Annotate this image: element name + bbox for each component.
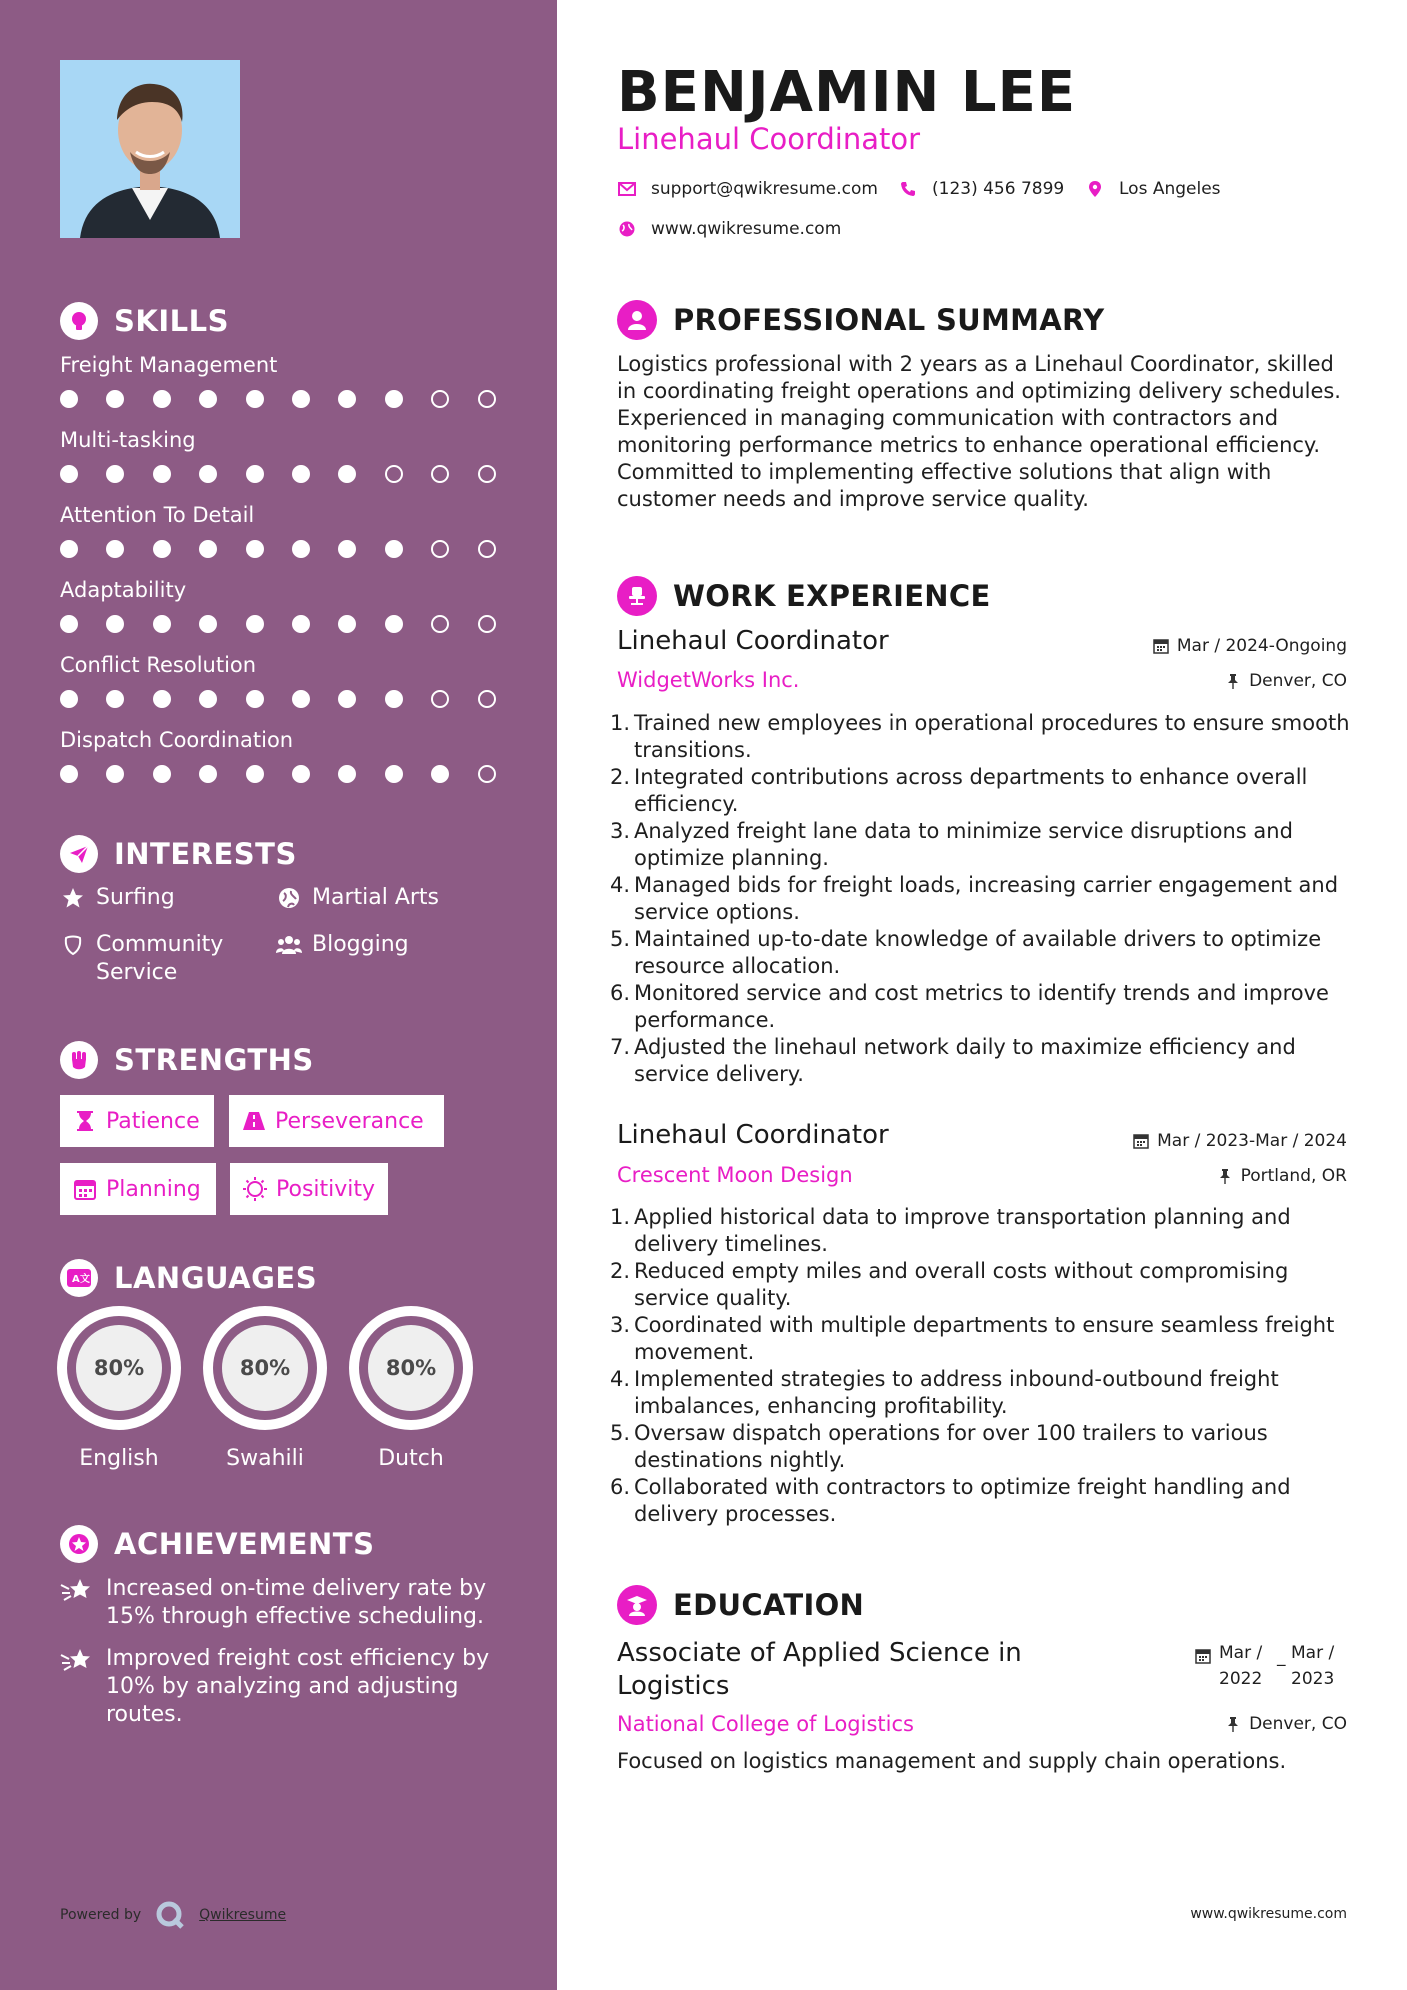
rating-dot-filled [106,540,124,558]
skill-name: Conflict Resolution [60,653,257,677]
job-bullet [608,1204,1368,1258]
website-text[interactable]: www.qwikresume.com [651,219,842,239]
rating-dot-filled [431,765,449,783]
lightbulb-icon [60,302,98,340]
skill-item [60,425,510,483]
job-bullet [608,818,1368,872]
rating-dot-filled [106,465,124,483]
skill-rating [60,765,510,783]
rating-dot-filled [60,615,78,633]
achievement-item [60,1645,510,1729]
bullet-text: Trained new employees in operational procedures to ensure smooth transitions. [634,711,1350,762]
job-location-text: Portland, OR [1240,1166,1347,1186]
bullet-number: 3. [609,819,630,843]
bullet-text: Adjusted the linehaul network daily to maximize efficiency and service delivery. [634,1035,1296,1086]
rating-dot-filled [385,765,403,783]
rating-dot-filled [199,540,217,558]
education-school: National College of Logistics [617,1712,914,1736]
hourglass-icon [72,1108,98,1134]
skill-rating [60,615,510,633]
road-icon [241,1108,267,1134]
bullet-text: Coordinated with multiple departments to ensure seamless freight movement. [634,1313,1335,1364]
skill-rating [60,390,510,408]
rating-dot-filled [338,690,356,708]
rating-dot-filled [385,540,403,558]
bullet-text: Collaborated with contractors to optimize freight handling and delivery processes. [634,1475,1291,1526]
calendar-icon [72,1176,98,1202]
main-content [558,0,1407,1990]
strength-label: Positivity [276,1176,376,1202]
skill-name: Dispatch Coordination [60,728,294,752]
rating-dot-empty [478,390,496,408]
job-bullet [608,1474,1368,1528]
interest-label: Surfing [96,885,175,910]
bullet-number: 1. [609,711,630,735]
rating-dot-filled [292,540,310,558]
contact-email [617,179,878,199]
skill-name: Attention To Detail [60,503,255,527]
bullet-text: Applied historical data to improve transportation planning and delivery timelines. [634,1205,1291,1256]
language-percent: 80% [76,1325,162,1411]
rating-dot-empty [431,390,449,408]
chair-icon [617,576,657,616]
bullet-number: 6. [609,981,630,1005]
bullet-number: 4. [609,873,630,897]
rating-dot-filled [246,615,264,633]
skill-item [60,725,510,783]
interest-item [276,884,439,912]
shooting-star-icon [60,1575,94,1605]
globe-icon [276,884,302,912]
bullet-text: Analyzed freight lane data to minimize service disruptions and optimize planning. [634,819,1293,870]
language-item [203,1306,327,1471]
rating-dot-filled [106,615,124,633]
rating-dot-filled [385,615,403,633]
rating-dot-filled [246,540,264,558]
education-dates [1195,1640,1347,1692]
shooting-star-icon [60,1645,94,1675]
job-location [1217,1166,1347,1186]
language-ring [203,1306,327,1430]
rating-dot-filled [60,765,78,783]
language-percent: 80% [368,1325,454,1411]
rating-dot-filled [246,690,264,708]
job-bullet [608,1034,1368,1088]
interest-item [60,931,246,987]
summary-heading [617,300,1104,340]
language-icon [60,1259,98,1297]
rating-dot-filled [199,390,217,408]
rating-dot-filled [153,765,171,783]
skills-heading [60,301,229,341]
rating-dot-filled [292,615,310,633]
bullet-number: 7. [609,1035,630,1059]
skill-rating [60,540,510,558]
qwikresume-link[interactable]: Qwikresume [199,1907,287,1923]
rating-dot-filled [106,690,124,708]
rating-dot-filled [153,390,171,408]
language-percent: 80% [222,1325,308,1411]
job-bullets [608,1204,1368,1528]
fist-icon [60,1041,98,1079]
strengths-title: STRENGTHS [114,1043,314,1077]
rating-dot-filled [199,765,217,783]
job-location [1225,671,1347,691]
language-name: Dutch [378,1446,444,1471]
language-name: English [79,1446,159,1471]
skill-item [60,500,510,558]
job-dates-text: Mar / 2024-Ongoing [1176,636,1347,656]
rating-dot-filled [60,540,78,558]
bullet-number: 2. [609,765,630,789]
job-bullet [608,710,1368,764]
strength-badge [229,1095,444,1147]
rating-dot-empty [431,465,449,483]
strength-label: Patience [106,1108,200,1134]
experience-title: WORK EXPERIENCE [673,579,991,613]
language-name: Swahili [226,1446,304,1471]
rating-dot-filled [153,690,171,708]
rating-dot-filled [106,765,124,783]
rating-dot-empty [478,465,496,483]
candidate-title: Linehaul Coordinator [617,122,921,156]
interests-heading [60,834,297,874]
languages-heading [60,1258,317,1298]
job-bullet [608,1366,1368,1420]
sidebar [0,0,557,1990]
rating-dot-filled [292,390,310,408]
rating-dot-filled [246,765,264,783]
user-icon [617,300,657,340]
job-bullet [608,1312,1368,1366]
language-ring [349,1306,473,1430]
pushpin-icon [1217,1168,1233,1184]
globe-icon [617,219,637,239]
svg-text:A: A [72,1274,80,1285]
phone-text: (123) 456 7899 [932,179,1065,199]
contact-phone [898,179,1064,199]
rating-dot-filled [385,690,403,708]
rating-dot-filled [199,690,217,708]
interest-label: Community Service [96,932,224,985]
education-end: Mar / 2023 [1291,1643,1335,1689]
qwikresume-logo-icon [155,1900,185,1930]
rating-dot-empty [478,615,496,633]
candidate-name: BENJAMIN LEE [617,60,1077,125]
bullet-number: 1. [609,1205,630,1229]
contact-location [1085,179,1221,199]
pushpin-icon [1225,1716,1241,1732]
job-bullet [608,926,1368,980]
rating-dot-filled [338,390,356,408]
bullet-text: Maintained up-to-date knowledge of available drivers to optimize resource allocation. [634,927,1322,978]
languages-title: LANGUAGES [114,1261,318,1295]
rating-dot-empty [431,540,449,558]
bullet-number: 5. [609,1421,630,1445]
job-role: Linehaul Coordinator [617,1120,889,1150]
job-dates [1133,1131,1347,1151]
profile-photo [60,60,240,238]
skill-name: Adaptability [60,578,187,602]
education-heading [617,1585,864,1625]
strength-badge [60,1095,214,1147]
rating-dot-empty [478,765,496,783]
bullet-text: Reduced empty miles and overall costs without compromising service quality. [634,1259,1289,1310]
date-separator: _ [1277,1647,1286,1667]
rating-dot-filled [338,615,356,633]
bullet-text: Managed bids for freight loads, increasing carrier engagement and service options. [634,873,1339,924]
job-bullet [608,980,1368,1034]
rating-dot-filled [106,390,124,408]
job-dates-text: Mar / 2023-Mar / 2024 [1157,1131,1347,1151]
award-icon [60,1525,98,1563]
job-company: WidgetWorks Inc. [617,668,800,692]
rating-dot-filled [199,615,217,633]
interests-title: INTERESTS [114,837,297,871]
interest-label: Blogging [312,932,409,957]
strength-badge [230,1163,388,1215]
users-icon [276,931,302,959]
rating-dot-filled [246,390,264,408]
phone-icon [898,179,918,199]
achievement-text: Improved freight cost efficiency by 10% by analyzing and adjusting routes. [106,1646,490,1727]
bullet-number: 3. [609,1313,630,1337]
rating-dot-filled [153,615,171,633]
rating-dot-filled [338,540,356,558]
interest-item [60,884,175,912]
pushpin-icon [1225,673,1241,689]
language-ring [57,1306,181,1430]
education-title: EDUCATION [673,1588,865,1622]
rating-dot-filled [153,540,171,558]
rating-dot-filled [292,765,310,783]
sun-icon [242,1176,268,1202]
job-role: Linehaul Coordinator [617,626,889,656]
skill-rating [60,690,510,708]
achievement-item [60,1575,510,1631]
bullet-number: 6. [609,1475,630,1499]
job-dates [1153,636,1347,656]
paper-plane-icon [60,835,98,873]
rating-dot-filled [153,465,171,483]
education-location [1225,1714,1347,1734]
strength-badge [60,1163,216,1215]
job-bullet [608,1420,1368,1474]
summary-text: Logistics professional with 2 years as a Linehaul Coordinator, skilled in coordinating freight operations and optimizing delivery schedules. Experienced in managing communication with contractors and monitoring performance metrics to enhance operational efficiency. Committed to implementing effective solutions that align with customer needs and improve service quality. [617,352,1341,511]
powered-by-label: Powered by [60,1907,142,1923]
rating-dot-empty [478,540,496,558]
bullet-text: Oversaw dispatch operations for over 100 trailers to various destinations nightly. [634,1421,1268,1472]
footer-url[interactable]: www.qwikresume.com [1190,1906,1347,1922]
rating-dot-empty [431,690,449,708]
calendar-icon [1195,1648,1211,1664]
skill-name: Freight Management [60,353,278,377]
education-location-text: Denver, CO [1249,1714,1347,1734]
rating-dot-filled [199,465,217,483]
calendar-icon [1153,638,1169,654]
calendar-icon [1133,1133,1149,1149]
rating-dot-filled [292,690,310,708]
map-pin-icon [1085,179,1105,199]
skills-title: SKILLS [114,304,229,338]
star-icon [60,884,86,912]
bullet-number: 5. [609,927,630,951]
powered-by [60,1900,286,1930]
rating-dot-filled [292,465,310,483]
shield-icon [60,931,86,959]
bullet-number: 2. [609,1259,630,1283]
experience-heading [617,576,991,616]
job-bullet [608,872,1368,926]
skill-rating [60,465,510,483]
rating-dot-empty [385,465,403,483]
graduate-icon [617,1585,657,1625]
skill-item [60,350,510,408]
rating-dot-filled [60,465,78,483]
achievement-text: Increased on-time delivery rate by 15% through effective scheduling. [106,1576,487,1629]
skill-item [60,575,510,633]
education-start: Mar / 2022 [1219,1643,1263,1689]
rating-dot-filled [246,465,264,483]
strength-label: Planning [106,1176,201,1202]
job-bullet [608,1258,1368,1312]
envelope-icon [617,179,637,199]
skill-name: Multi-tasking [60,428,196,452]
language-item [57,1306,181,1471]
bullet-text: Integrated contributions across departments to enhance overall efficiency. [634,765,1308,816]
strength-label: Perseverance [275,1108,424,1134]
rating-dot-empty [431,615,449,633]
rating-dot-filled [60,690,78,708]
contact-website [617,219,841,239]
language-item [349,1306,473,1471]
bullet-text: Implemented strategies to address inbound-outbound freight imbalances, enhancing profitability. [634,1367,1279,1418]
bullet-text: Monitored service and cost metrics to identify trends and improve performance. [634,981,1329,1032]
svg-text:文: 文 [80,1274,90,1285]
education-degree: Associate of Applied Science in Logistics [617,1638,1022,1701]
bullet-number: 4. [609,1367,630,1391]
interest-label: Martial Arts [312,885,440,910]
rating-dot-filled [385,390,403,408]
job-company: Crescent Moon Design [617,1163,853,1187]
summary-title: PROFESSIONAL SUMMARY [673,303,1105,337]
skill-item [60,650,510,708]
rating-dot-empty [478,690,496,708]
rating-dot-filled [338,465,356,483]
interest-item [276,931,409,959]
education-description: Focused on logistics management and supply chain operations. [617,1749,1287,1773]
rating-dot-filled [338,765,356,783]
email-text[interactable]: support@qwikresume.com [651,179,878,199]
rating-dot-filled [60,390,78,408]
achievements-heading [60,1524,374,1564]
job-bullet [608,764,1368,818]
location-text: Los Angeles [1119,179,1221,199]
job-bullets [608,710,1368,1088]
job-location-text: Denver, CO [1249,671,1347,691]
achievements-title: ACHIEVEMENTS [114,1527,375,1561]
strengths-heading [60,1040,314,1080]
